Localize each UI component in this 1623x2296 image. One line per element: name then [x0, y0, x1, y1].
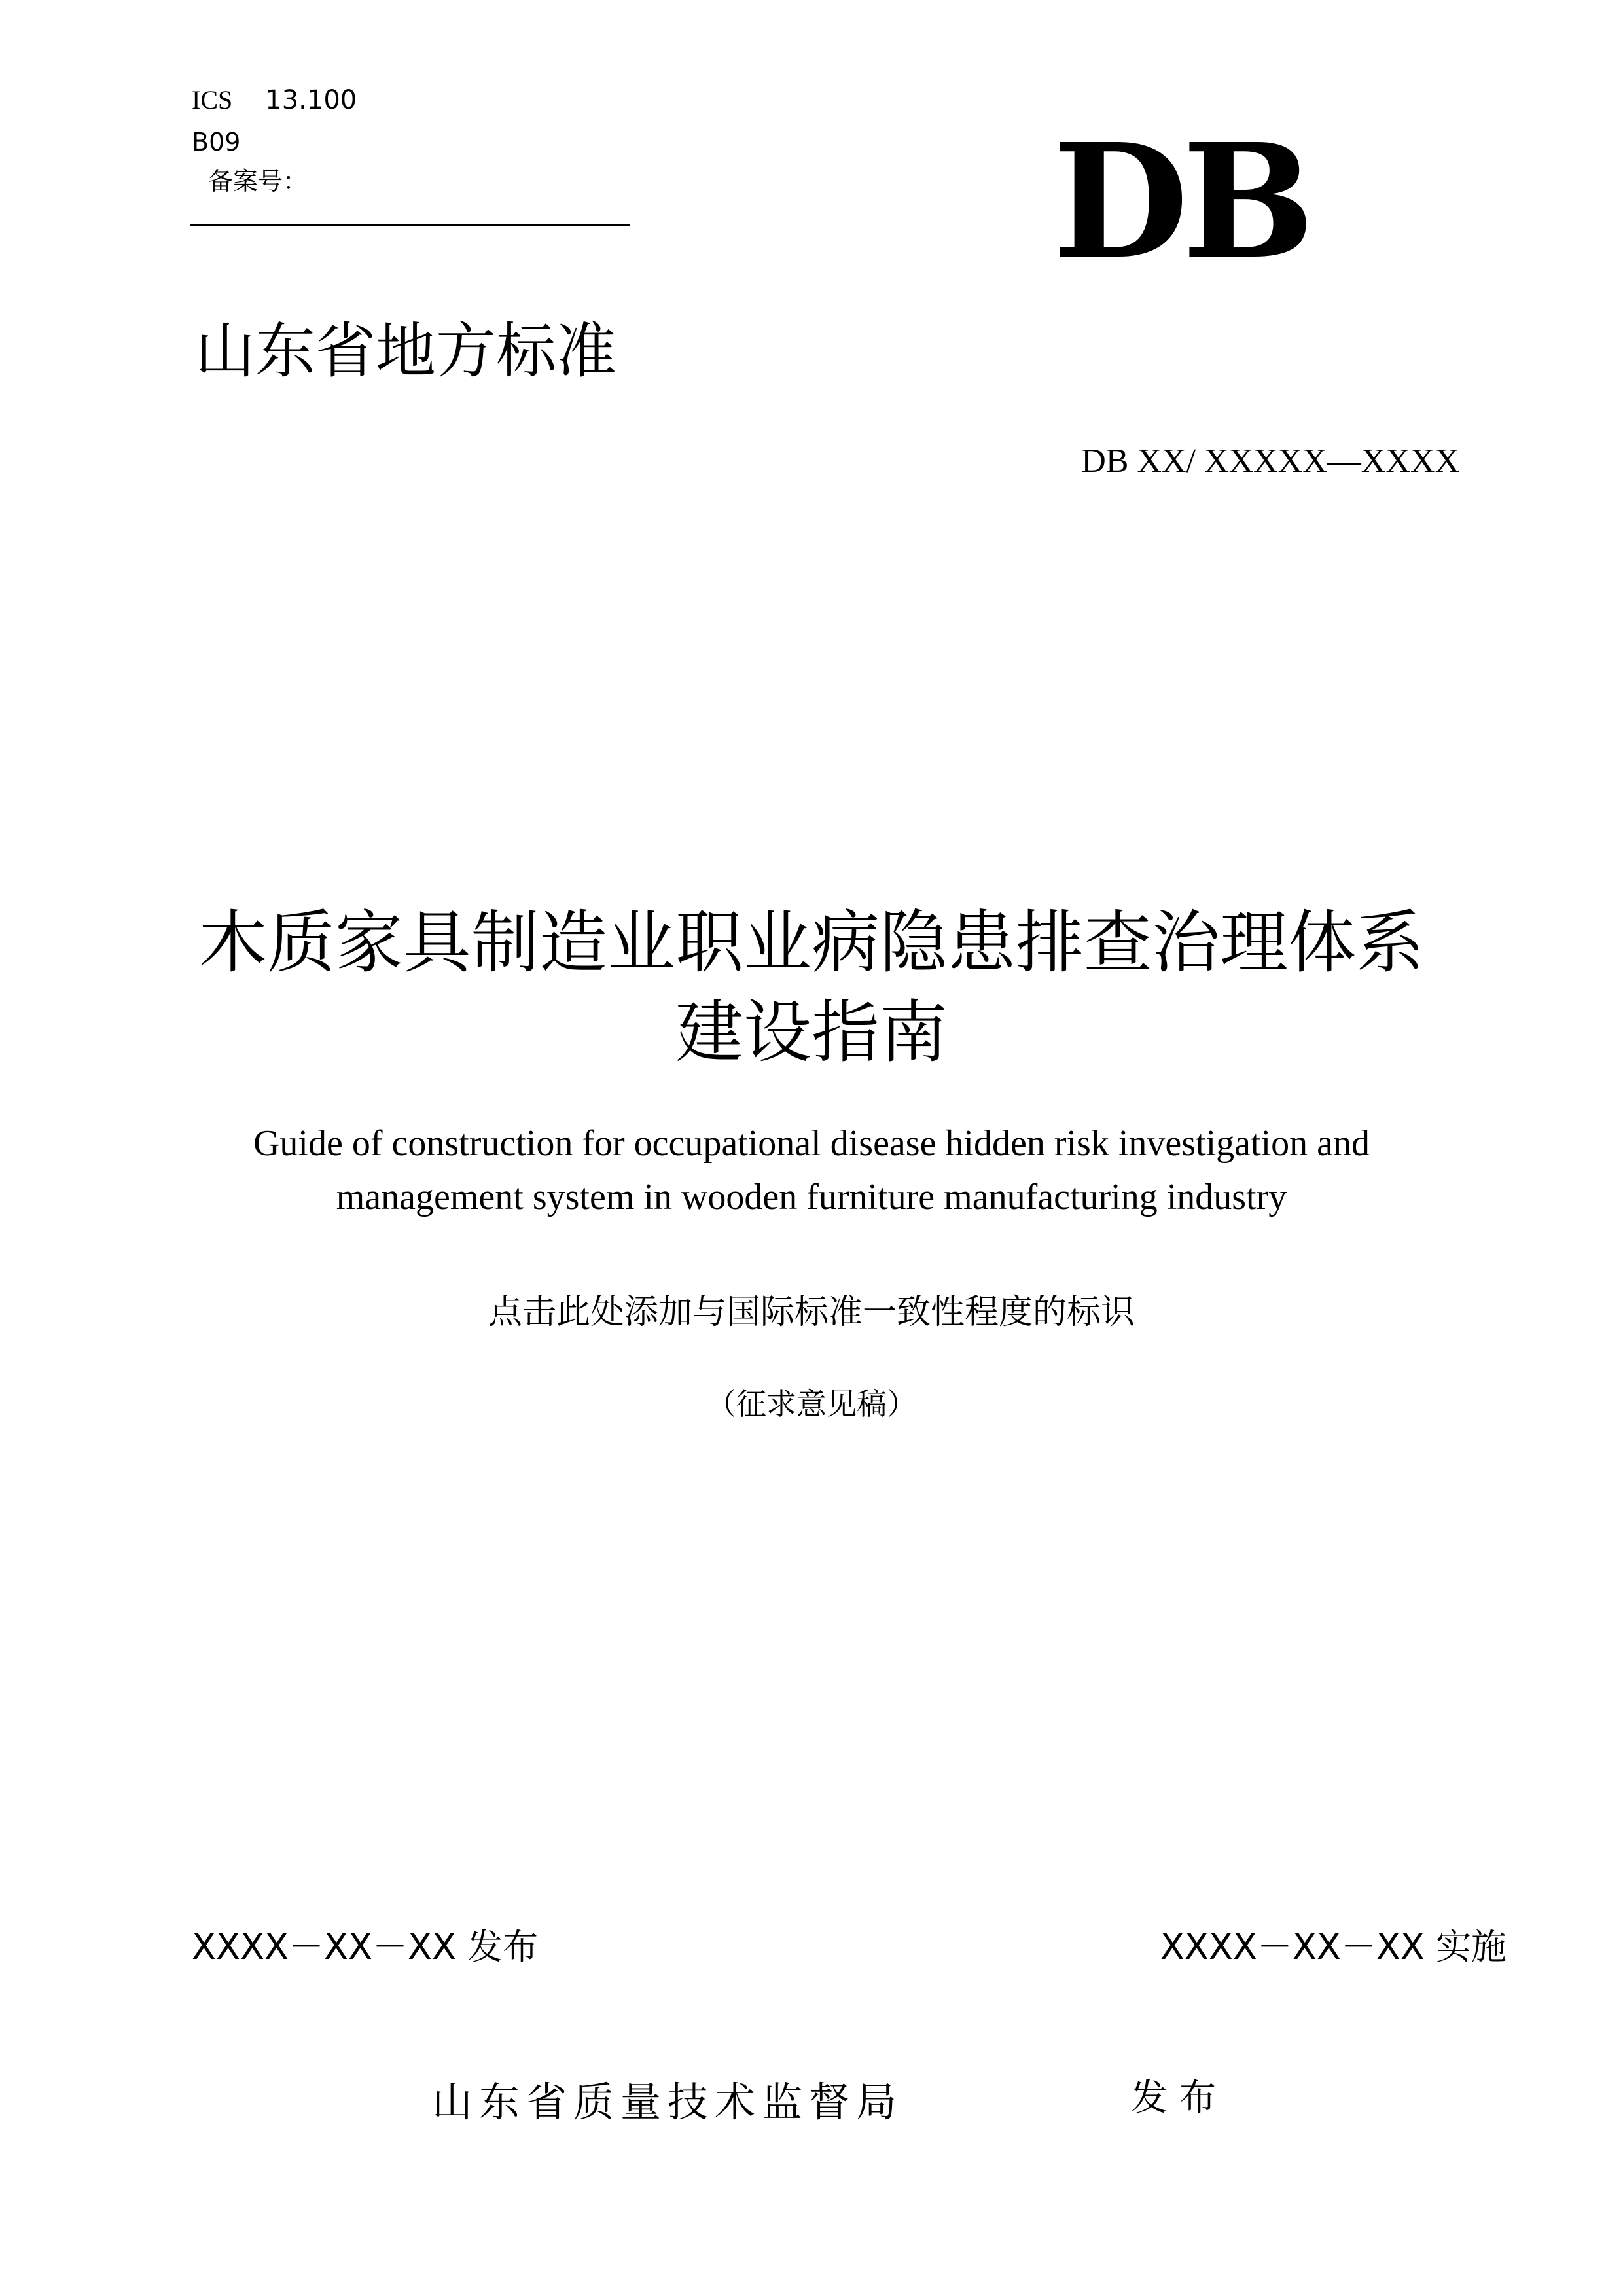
standard-number: DB XX/ XXXXX—XXXX: [1081, 442, 1459, 480]
consistency-placeholder[interactable]: 点击此处添加与国际标准一致性程度的标识: [488, 1293, 1135, 1332]
ics-label: ICS: [192, 85, 233, 115]
issue-date: XXXX－XX－XX 发布: [192, 1926, 539, 1967]
implementation-date: XXXX－XX－XX 实施: [1160, 1926, 1507, 1967]
ics-classification: [192, 84, 357, 117]
db-logo: DB: [1052, 109, 1308, 294]
publish-verb: 发布: [1131, 2077, 1228, 2119]
standard-type: 山东省地方标准: [195, 316, 617, 386]
record-number-rule: [190, 224, 630, 226]
title-cn-line1: 木质家具制造业职业病隐患排查治理体系: [198, 903, 1424, 982]
ics-code: 13.100: [265, 85, 357, 115]
draft-status: （征求意见稿）: [706, 1386, 917, 1422]
publisher-name: 山东省质量技术监督局: [432, 2078, 904, 2126]
title-cn-line2: 建设指南: [675, 992, 948, 1072]
title-en-line1: Guide of construction for occupational disease hidden risk investigation and: [253, 1123, 1370, 1164]
record-number-label: 备案号：: [208, 167, 308, 196]
clc-code: B09: [192, 128, 241, 156]
title-en-line2: management system in wooden furniture manufacturing industry: [336, 1177, 1287, 1217]
